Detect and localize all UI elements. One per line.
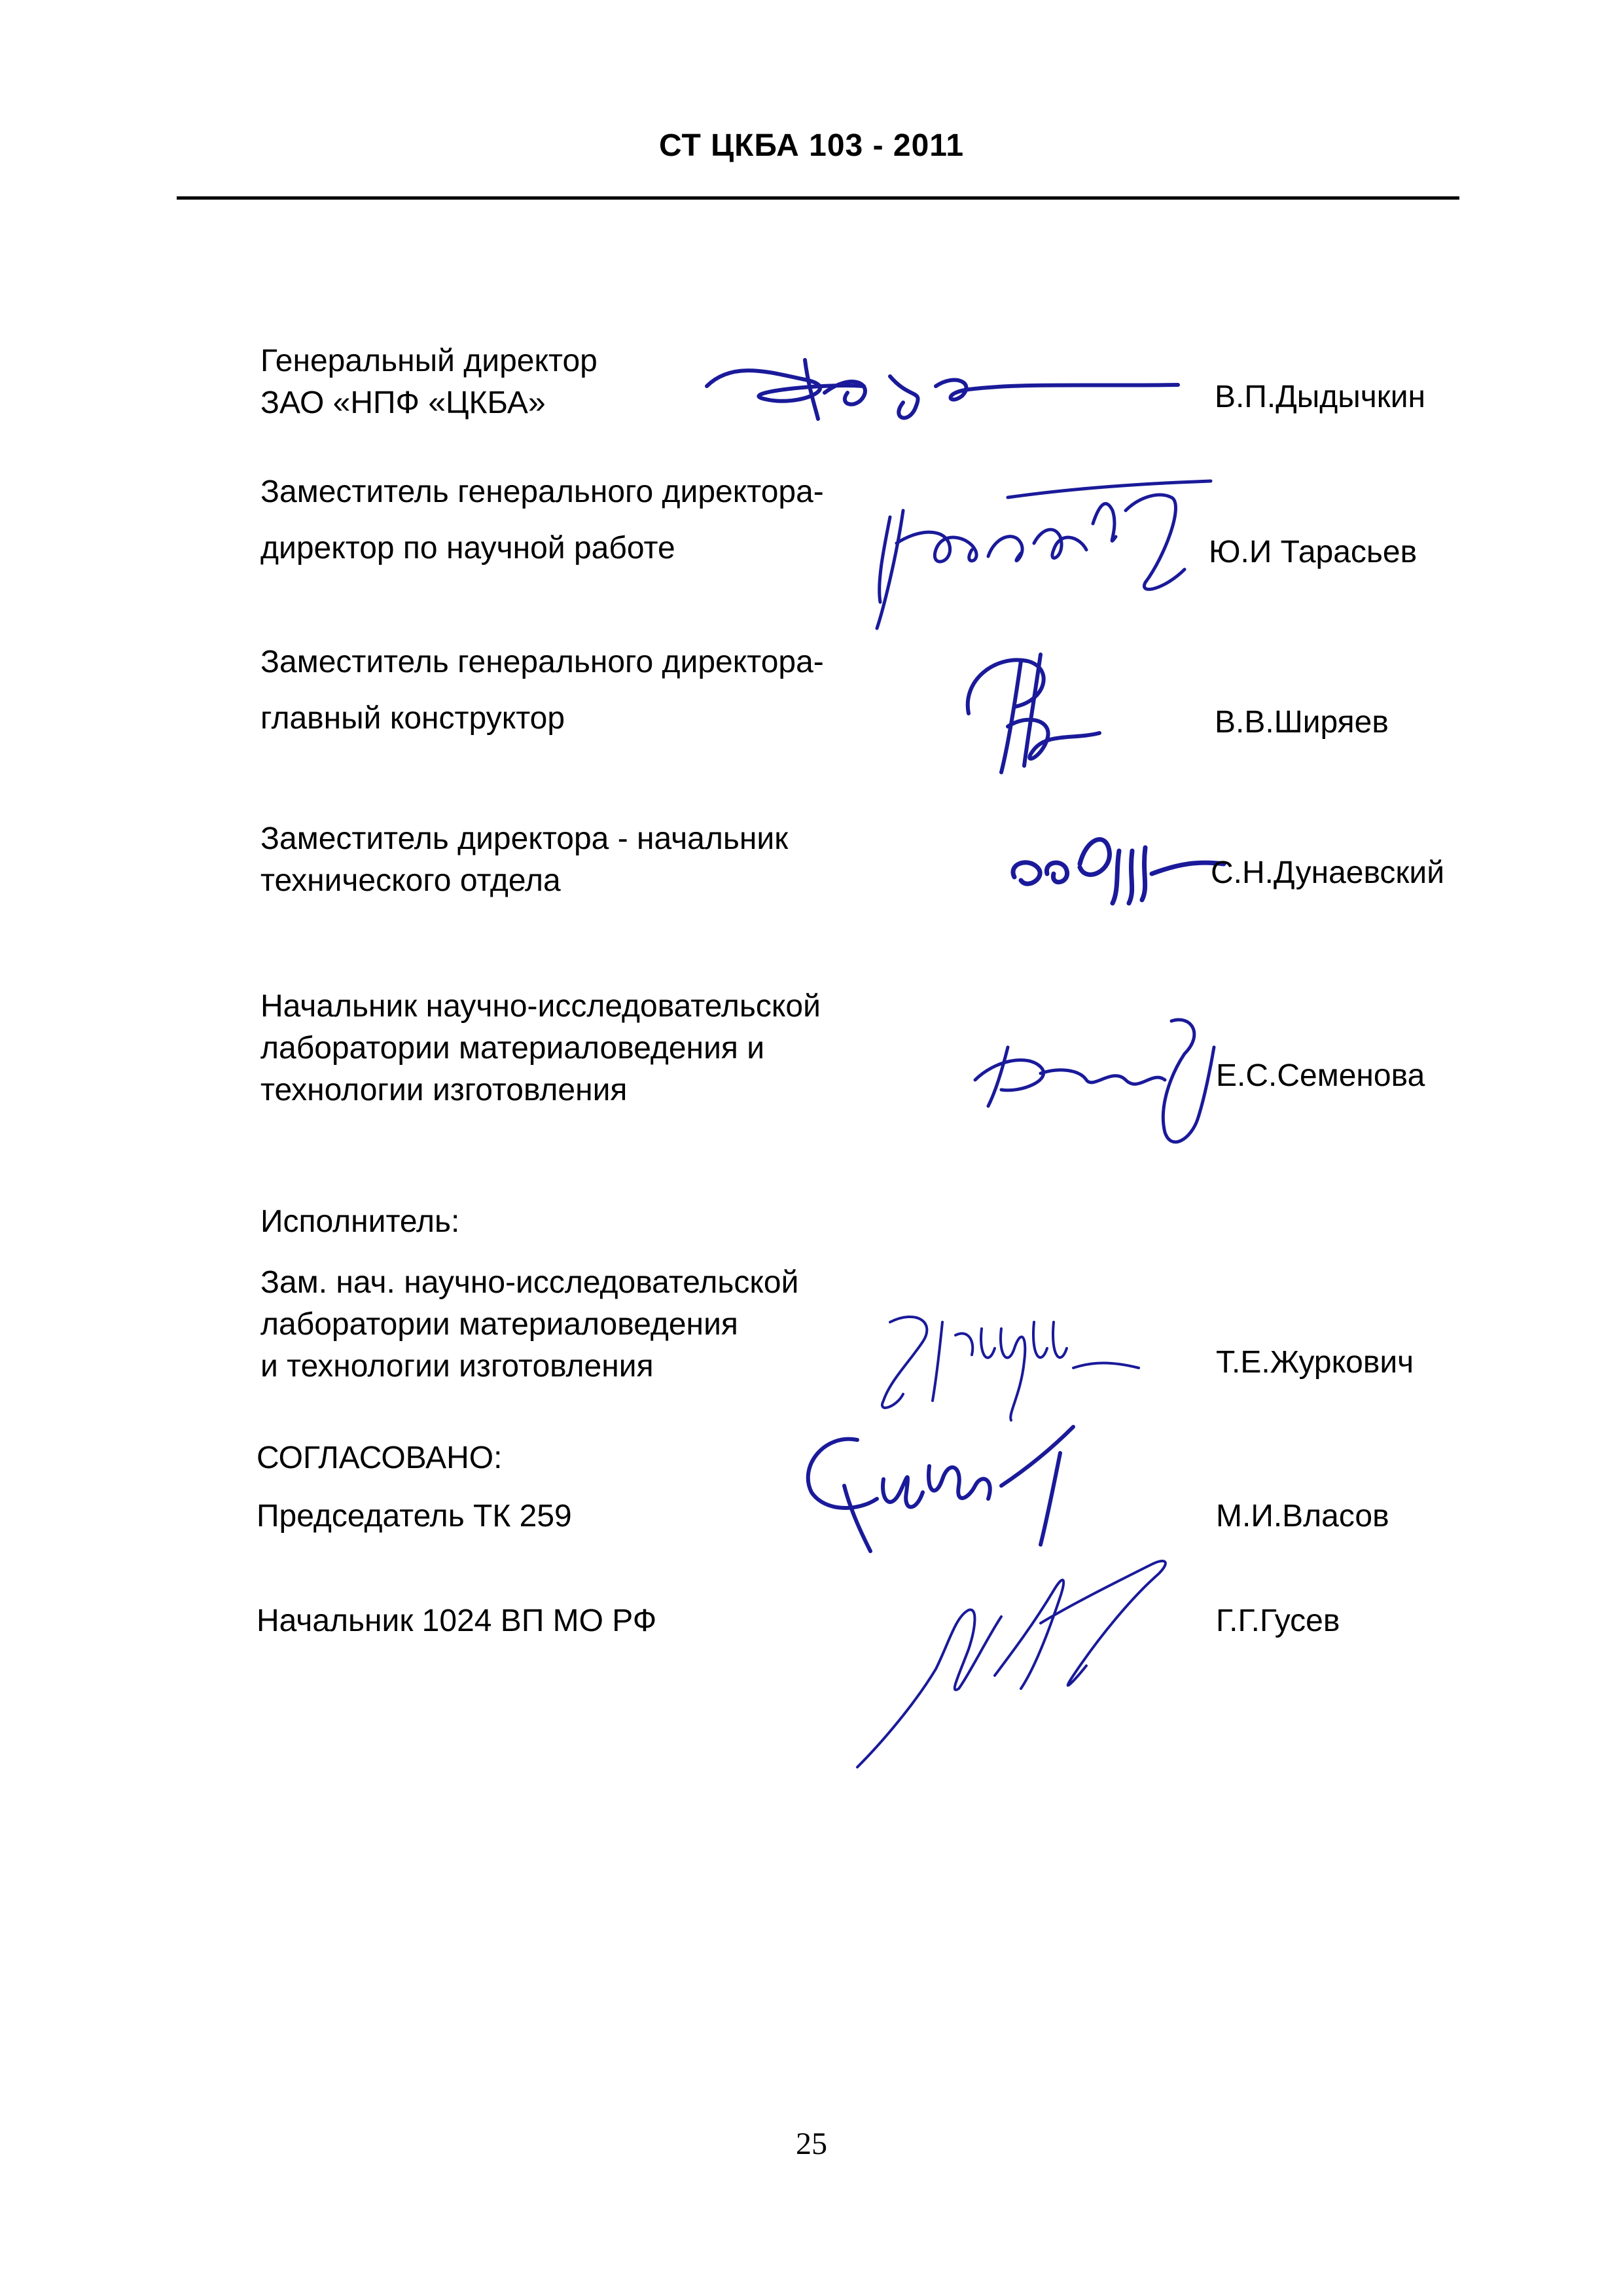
signature-approval-1 <box>785 1414 1126 1564</box>
signatory-2-name: Ю.И Тарасьев <box>1209 535 1418 569</box>
approval-1-position: Председатель ТК 259 <box>257 1499 572 1534</box>
approval-2-name: Г.Г.Гусев <box>1216 1604 1340 1638</box>
approval-2-position: Начальник 1024 ВП МО РФ <box>257 1604 657 1638</box>
signature-2 <box>857 458 1224 641</box>
signatory-1-position: Генеральный директор ЗАО «НПФ «ЦКБА» <box>260 344 597 420</box>
signatory-3-name: В.В.Ширяев <box>1215 705 1389 740</box>
approval-heading: СОГЛАСОВАНО: <box>257 1441 503 1475</box>
signature-executor <box>864 1296 1165 1427</box>
header-divider <box>177 196 1459 200</box>
signature-1 <box>694 347 1191 439</box>
signature-5 <box>955 1008 1230 1158</box>
signatory-5-name: Е.С.Семенова <box>1216 1058 1425 1093</box>
signatory-4-position: Заместитель директора - начальник технического отдела <box>260 821 789 898</box>
signatory-1-name: В.П.Дыдычкин <box>1215 380 1426 414</box>
signature-4 <box>1001 812 1230 910</box>
signature-3 <box>942 641 1139 785</box>
executor-name: Т.Е.Журкович <box>1216 1345 1414 1380</box>
executor-position: Зам. нач. научно-исследовательской лаборатории материаловедения и технологии изготовления <box>260 1265 799 1384</box>
executor-heading: Исполнитель: <box>260 1204 460 1239</box>
signatory-2-position: Заместитель генерального директора- директор по научной работе <box>260 475 824 565</box>
page-number: 25 <box>796 2126 827 2161</box>
approval-1-name: М.И.Власов <box>1216 1499 1389 1534</box>
signature-approval-2 <box>838 1545 1191 1780</box>
signatory-5-position: Начальник научно-исследовательской лаборатории материаловедения и технологии изготовления <box>260 989 821 1107</box>
signatory-4-name: С.Н.Дунаевский <box>1211 855 1445 890</box>
signatory-3-position: Заместитель генерального директора- главный конструктор <box>260 645 824 736</box>
document-code: СТ ЦКБА 103 - 2011 <box>658 128 965 163</box>
